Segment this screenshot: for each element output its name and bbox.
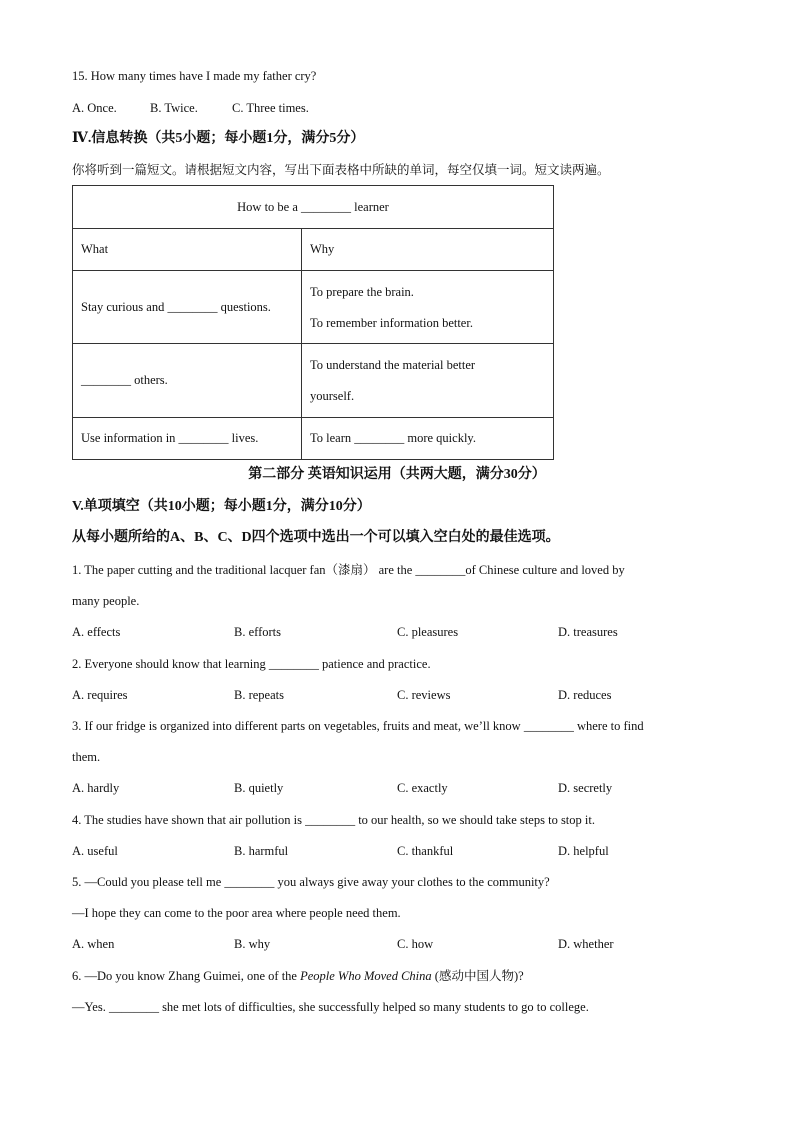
q4-option-d: D. helpful (558, 844, 609, 858)
why-line: yourself. (310, 389, 355, 403)
q15-option-b: B. Twice. (150, 101, 198, 115)
section4-instruction: 你将听到一篇短文。请根据短文内容，写出下面表格中所缺的单词，每空仅填一词。短文读两遍。 (72, 163, 610, 177)
table-cell-why: To learn ________ more quickly. (302, 418, 554, 460)
q4-option-c: C. thankful (397, 844, 454, 858)
part2-heading: 第二部分 英语知识运用（共两大题，满分30分） (248, 467, 546, 482)
q4-option-a: A. useful (72, 844, 118, 858)
table-cell-why (302, 344, 554, 418)
q15-option-a: A. Once. (72, 101, 117, 115)
q3-stem: 3. If our fridge is organized into different parts on vegetables, fruits and meat, we’ll know ________ where to find (72, 719, 644, 733)
q6-stem-suffix: (感动中国人物)? (431, 969, 524, 983)
q5-answer-line: —I hope they can come to the poor area where people need them. (72, 906, 401, 920)
table-row (73, 271, 554, 344)
section4-heading: Ⅳ.信息转换（共5小题；每小题1分，满分5分） (72, 131, 365, 146)
q5-option-b: B. why (234, 937, 271, 951)
q2-stem: 2. Everyone should know that learning ________ patience and practice. (72, 657, 431, 671)
q1-stem: 1. The paper cutting and the traditional lacquer fan（漆扇） are the ________of Chinese culture and loved by (72, 563, 625, 577)
q4-stem: 4. The studies have shown that air pollution is ________ to our health, so we should take steps to stop it. (72, 813, 595, 827)
q5-option-a: A. when (72, 937, 115, 951)
why-line: To understand the material better (310, 358, 476, 372)
table-row (73, 418, 554, 460)
table-cell-what: ________ others. (73, 344, 302, 418)
q5-option-c: C. how (397, 937, 434, 951)
table-row (73, 344, 554, 418)
q1-option-b: B. efforts (234, 625, 281, 639)
q1-option-d: D. treasures (558, 625, 618, 639)
table-cell-why (302, 271, 554, 344)
q6-stem-prefix: 6. —Do you know Zhang Guimei, one of the (72, 969, 301, 983)
why-line: To prepare the brain. (310, 284, 414, 299)
q3-stem-cont: them. (72, 750, 101, 764)
table-header-what: What (73, 229, 302, 271)
q2-option-d: D. reduces (558, 688, 612, 702)
q6-answer-line: —Yes. ________ she met lots of difficulties, she successfully helped so many students to go to college. (72, 1000, 589, 1014)
q3-option-c: C. exactly (397, 781, 448, 795)
q6-title-italic: People Who Moved China (300, 969, 432, 983)
q3-option-a: A. hardly (72, 781, 120, 795)
q15-question: 15. How many times have I made my father cry? (72, 69, 317, 83)
section5-heading: V.单项填空（共10小题；每小题1分，满分10分） (72, 499, 371, 514)
q2-option-a: A. requires (72, 688, 128, 702)
q6-stem (72, 968, 524, 984)
q1-stem-cont: many people. (72, 594, 140, 608)
q1-option-a: A. effects (72, 625, 121, 639)
q3-option-b: B. quietly (234, 781, 284, 795)
q1-option-c: C. pleasures (397, 625, 459, 639)
table-title: How to be a ________ learner (73, 186, 554, 229)
q2-option-b: B. repeats (234, 688, 284, 702)
table-cell-what: Use information in ________ lives. (73, 418, 302, 460)
q15-option-c: C. Three times. (232, 101, 309, 115)
q3-option-d: D. secretly (558, 781, 613, 795)
why-line: To remember information better. (310, 315, 473, 330)
section5-instruction: 从每小题所给的A、B、C、D四个选项中选出一个可以填入空白处的最佳选项。 (72, 530, 560, 545)
q5-option-d: D. whether (558, 937, 614, 951)
q5-stem: 5. —Could you please tell me ________ you always give away your clothes to the community? (72, 875, 550, 889)
q4-option-b: B. harmful (234, 844, 289, 858)
table-cell-what: Stay curious and ________ questions. (73, 271, 302, 344)
table-header-why: Why (302, 229, 554, 271)
info-table (72, 185, 554, 460)
q2-option-c: C. reviews (397, 688, 451, 702)
